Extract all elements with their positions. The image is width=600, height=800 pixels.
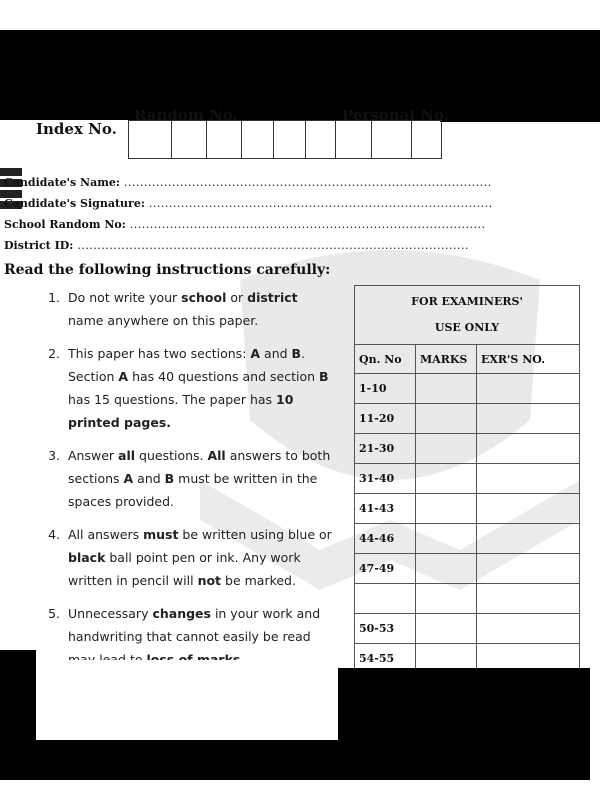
number-box[interactable]: [412, 121, 442, 159]
number-box[interactable]: [336, 121, 372, 159]
index-number-label: Index No.: [36, 120, 117, 138]
col-exr-header: EXR'S NO.: [477, 345, 580, 374]
district-id-line[interactable]: District ID: ..................................................................................................: [4, 239, 469, 252]
random-number-label: Random No.: [134, 110, 238, 120]
number-box[interactable]: [372, 121, 412, 159]
table-row: 31-40: [355, 464, 580, 494]
col-qn-header: Qn. No: [355, 345, 416, 374]
table-row: 21-30: [355, 434, 580, 464]
examiners-table-heading: FOR EXAMINERS' USE ONLY: [355, 286, 580, 345]
table-row: 54-55: [355, 644, 580, 674]
list-item: 5. Unnecessary changes in your work and handwriting that cannot easily be read: [48, 606, 321, 644]
redaction-bar-top: [0, 30, 600, 120]
examiners-table: [354, 285, 580, 674]
number-box[interactable]: [207, 121, 242, 159]
number-box[interactable]: [172, 121, 207, 159]
school-random-line[interactable]: School Random No: .........................................................................................: [4, 218, 486, 231]
table-row: 11-20: [355, 404, 580, 434]
number-box[interactable]: [306, 121, 336, 159]
instruction-overflow-panel: [36, 660, 338, 740]
list-item: 1. Do not write your school or district name anywhere on this paper.: [48, 290, 298, 328]
col-marks-header: MARKS: [416, 345, 477, 374]
candidate-name-line[interactable]: Candidate's Name: ............................................................................................: [4, 176, 492, 189]
number-box[interactable]: [274, 121, 306, 159]
number-box[interactable]: [242, 121, 274, 159]
number-boxes: [128, 120, 442, 159]
table-row: 44-46: [355, 524, 580, 554]
list-item: 2. This paper has two sections: A and B. Section A has 40 questions and section B has 15 questions. The paper has 10 printed pages.: [48, 346, 329, 430]
table-row: 41-43: [355, 494, 580, 524]
redaction-bar-right: [440, 110, 600, 122]
instructions-title: Read the following instructions carefully:: [4, 262, 331, 278]
list-item: 4. All answers must be written using blue or black ball point pen or ink. Any work written in pencil will not be marked.: [48, 527, 332, 588]
table-row: 50-53: [355, 614, 580, 644]
personal-number-label: Personal No.: [342, 110, 449, 120]
candidate-signature-line[interactable]: Candidate's Signature: ......................................................................................: [4, 197, 493, 210]
number-box[interactable]: [128, 121, 172, 159]
table-row: 47-49: [355, 554, 580, 584]
list-item: 3. Answer all questions. All answers to both sections A and B must be written in the spaces provided.: [48, 448, 331, 509]
table-row: [355, 584, 580, 614]
table-row: 1-10: [355, 374, 580, 404]
